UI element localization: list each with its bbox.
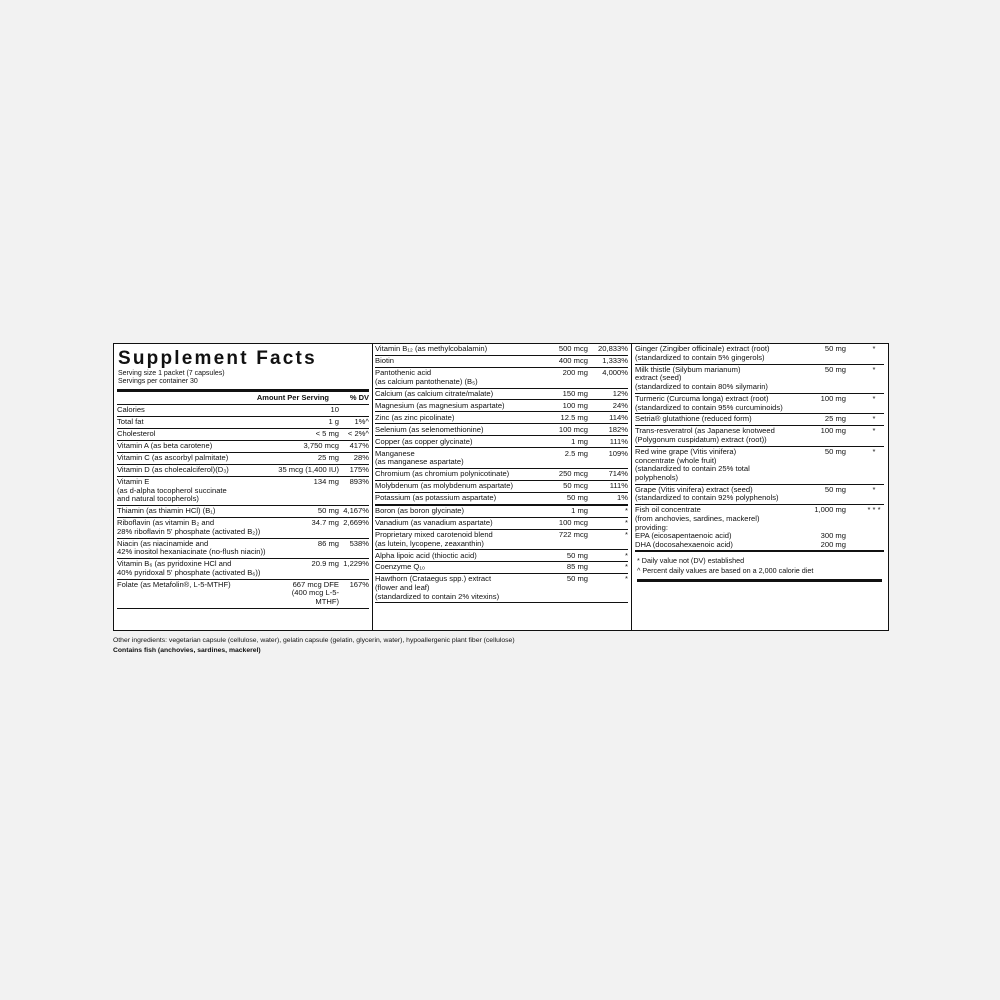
- dv-value: 714%: [608, 469, 628, 479]
- nutrient-name: Grape (Vitis vinifera) extract (seed) (standardized to contain 92% polyphenols): [635, 484, 779, 503]
- table-row: [375, 368, 628, 389]
- table-row: [117, 429, 369, 441]
- nutrient-name: Vitamin D (as cholecalciferol)(D₃): [117, 465, 229, 475]
- dv-value: *: [625, 529, 628, 539]
- table-row: [117, 405, 369, 417]
- amount-value: 12.5 mg: [560, 412, 588, 422]
- nutrient-name: Proprietary mixed carotenoid blend (as lutein, lycopene, zeaxanthin): [375, 529, 493, 548]
- panel-title: Supplement Facts: [118, 348, 317, 369]
- dv-value: 109%: [608, 448, 628, 458]
- dv-value: [339, 406, 369, 415]
- nutrient-name: Milk thistle (Silybum marianum) extract (seed) (standardized to contain 80% silymarin): [635, 364, 768, 391]
- nutrient-name: Total fat: [117, 417, 144, 427]
- table-row: [375, 469, 628, 481]
- table-row: [635, 447, 884, 485]
- footnotes: [637, 556, 882, 582]
- amount-value: 1 g: [328, 417, 339, 427]
- dv-value: 893%: [349, 477, 369, 486]
- table-row: [375, 412, 628, 424]
- nutrient-name: Calories: [117, 405, 145, 415]
- nutrient-name: Vitamin C (as ascorbyl palmitate): [117, 453, 229, 463]
- nutrient-name: Setria® glutathione (reduced form): [635, 414, 752, 424]
- column-header: [117, 389, 369, 405]
- dv-value: 4,000%: [602, 368, 628, 378]
- amount-value: 50 mg: [824, 344, 846, 354]
- amount-value: 20.9 mg: [311, 559, 339, 569]
- dv-value: *: [625, 550, 628, 560]
- nutrient-rows: [375, 344, 628, 603]
- dv-value: * * *: [867, 505, 881, 515]
- table-row: [375, 530, 628, 551]
- dv-value: 175%: [349, 465, 369, 475]
- dv-value: 111%: [609, 481, 628, 491]
- table-row: [117, 518, 369, 539]
- table-row: [117, 559, 369, 580]
- nutrient-name: Trans-resveratrol (as Japanese knotweed (Polygonum cuspidatum) extract (root)): [635, 426, 775, 445]
- table-row: [117, 506, 369, 518]
- table-row: [375, 518, 628, 530]
- amount-value: 50 mg: [566, 550, 588, 560]
- nutrient-name: Manganese (as manganese aspartate): [375, 448, 464, 467]
- amount-value: 50 mg: [317, 506, 339, 516]
- ingredient-rows: [635, 344, 884, 552]
- supplement-facts-panel: [113, 343, 889, 631]
- table-row: [375, 550, 628, 562]
- dv-value: *: [625, 574, 628, 584]
- footnote-dv: * Daily value not (DV) established: [637, 556, 745, 566]
- amount-value: 3,750 mcg: [303, 441, 339, 451]
- nutrient-name: Vitamin A (as beta carotene): [117, 441, 213, 451]
- table-row: [117, 580, 369, 609]
- dv-value: 24%: [612, 400, 628, 410]
- amount-value: 500 mcg: [558, 344, 588, 354]
- nutrient-name: Ginger (Zingiber officinale) extract (root) (standardized to contain 5% gingerols): [635, 344, 770, 362]
- serving-size: Serving size 1 packet (7 capsules): [118, 370, 225, 377]
- table-row: [117, 417, 369, 429]
- table-row: [635, 365, 884, 394]
- other-ingredients: Other ingredients: vegetarian capsule (cellulose, water), gelatin capsule (gelatin, glycerin, water), hypoallergenic plant fiber (cellulose): [113, 637, 515, 644]
- amount-value: 25 mg: [824, 414, 846, 424]
- facts-column-2: [372, 344, 632, 630]
- dv-value: *: [872, 414, 876, 424]
- amount-value: 34.7 mg: [311, 518, 339, 528]
- nutrient-name: Red wine grape (Vitis vinifera) concentrate (whole fruit) (standardized to contain 25% total polyphenols): [635, 447, 750, 482]
- table-row: [117, 465, 369, 477]
- nutrient-name: Magnesium (as magnesium aspartate): [375, 400, 505, 410]
- nutrient-rows: [117, 405, 369, 609]
- table-row: [375, 436, 628, 448]
- amount-value: 50 mg: [824, 447, 846, 456]
- amount-value: 100 mg: [820, 426, 846, 436]
- amount-value: 100 mcg: [558, 424, 588, 434]
- nutrient-name: Potassium (as potassium aspartate): [375, 493, 497, 503]
- dv-value: *: [872, 484, 876, 494]
- nutrient-name: Vitamin B₆ (as pyridoxine HCl and 40% pyridoxal 5' phosphate (activated B₆)): [117, 559, 261, 577]
- dv-value: *: [872, 364, 876, 374]
- dv-value: 111%: [609, 436, 628, 446]
- nutrient-name: Vitamin B₁₂ (as methylcobalamin): [375, 344, 488, 354]
- nutrient-name: Calcium (as calcium citrate/malate): [375, 388, 494, 398]
- table-row: [375, 344, 628, 356]
- nutrient-name: Cholesterol: [117, 429, 156, 439]
- dv-value: *: [625, 517, 628, 527]
- table-row: [375, 424, 628, 436]
- table-row: [117, 539, 369, 560]
- dv-value: *: [625, 562, 628, 572]
- nutrient-name: Zinc (as zinc picolinate): [375, 412, 455, 422]
- table-row: [375, 562, 628, 574]
- amount-value: 1 mg: [571, 436, 588, 446]
- table-row: [635, 394, 884, 415]
- amount-value: 25 mg: [317, 453, 339, 463]
- dv-value: 28%: [353, 453, 369, 463]
- amount-value: < 5 mg: [315, 429, 339, 439]
- table-row: [375, 448, 628, 469]
- dv-value: 114%: [609, 412, 628, 422]
- dv-value: 12%: [612, 388, 628, 398]
- dv-value: 417%: [349, 441, 369, 451]
- amount-value: 400 mcg: [558, 356, 588, 366]
- table-row: [375, 493, 628, 506]
- dv-value: 1,229%: [343, 559, 369, 569]
- table-row: [375, 574, 628, 603]
- amount-value: 50 mg: [566, 493, 588, 503]
- nutrient-name: Copper (as copper glycinate): [375, 436, 473, 446]
- table-row: [375, 356, 628, 368]
- label-below-text: [113, 636, 515, 656]
- nutrient-name: Boron (as boron glycinate): [375, 506, 465, 515]
- table-row: [117, 441, 369, 453]
- table-row: [635, 505, 884, 552]
- nutrient-name: Vanadium (as vanadium aspartate): [375, 517, 493, 527]
- dv-value: *: [625, 506, 628, 515]
- nutrient-name: Folate (as Metafolin®, L-5-MTHF): [117, 579, 231, 589]
- dv-value: 4,167%: [343, 506, 369, 516]
- allergen-statement: Contains fish (anchovies, sardines, mackerel): [113, 647, 261, 654]
- dv-value: < 2%^: [347, 429, 369, 439]
- dv-value: 1%: [617, 493, 628, 503]
- table-row: [117, 477, 369, 506]
- dv-value: 2,669%: [343, 518, 369, 528]
- amount-value: 85 mg: [566, 562, 588, 572]
- nutrient-name: Hawthorn (Crataegus spp.) extract (flower and leaf) (standardized to contain 2% vitexins): [375, 574, 500, 601]
- amount-value: 250 mcg: [558, 469, 588, 479]
- amount-value: 1,000 mg 300 mg 200 mg: [814, 505, 846, 549]
- facts-column-1: [114, 344, 373, 630]
- dv-value: 167%: [349, 579, 369, 589]
- nutrient-name: Chromium (as chromium polynicotinate): [375, 469, 510, 479]
- amount-value: 50 mg: [824, 484, 846, 494]
- table-row: [375, 400, 628, 412]
- nutrient-name: Selenium (as selenomethionine): [375, 424, 484, 434]
- nutrient-name: Biotin: [375, 356, 394, 366]
- amount-value: 50 mg: [824, 364, 846, 374]
- amount-value: 134 mg: [313, 477, 339, 486]
- table-row: [635, 344, 884, 365]
- table-row: [635, 426, 884, 447]
- dv-value: *: [872, 447, 876, 456]
- dv-value: 1%^: [354, 417, 369, 427]
- dv-value: *: [872, 393, 876, 403]
- nutrient-name: Turmeric (Curcuma longa) extract (root) (standardized to contain 95% curcuminoids): [635, 393, 783, 412]
- amount-value: 50 mg: [566, 574, 588, 584]
- dv-value: *: [872, 426, 876, 436]
- table-row: [375, 481, 628, 493]
- dv-value: 1,333%: [602, 356, 628, 366]
- nutrient-name: Vitamin E (as d-alpha tocopherol succinate and natural tocopherols): [117, 477, 227, 504]
- table-row: [635, 414, 884, 426]
- dv-header: % DV: [349, 393, 369, 402]
- nutrient-name: Riboflavin (as vitamin B₂ and 28% riboflavin 5' phosphate (activated B₂)): [117, 518, 261, 536]
- nutrient-name: Fish oil concentrate (from anchovies, sardines, mackerel) providing: EPA (eicosapentaenoic acid) DHA (docosahexaenoic acid): [635, 505, 760, 549]
- amount-value: 200 mg: [562, 368, 588, 378]
- amount-value: 1 mg: [571, 506, 588, 515]
- nutrient-name: Thiamin (as thiamin HCl) (B₁): [117, 506, 216, 516]
- amount-value: 667 mcg DFE (400 mcg L-5-MTHF): [291, 579, 339, 606]
- dv-value: 20,833%: [598, 344, 628, 354]
- amount-value: 2.5 mg: [564, 448, 588, 458]
- table-row: [117, 453, 369, 465]
- dv-value: 538%: [349, 538, 369, 548]
- footnote-calorie: ^ Percent daily values are based on a 2,000 calorie diet: [637, 566, 814, 576]
- dv-value: *: [872, 344, 876, 354]
- amount-value: 86 mg: [317, 538, 339, 548]
- nutrient-name: Molybdenum (as molybdenum aspartate): [375, 481, 514, 491]
- amount-value: 100 mg: [820, 393, 846, 403]
- amount-value: 722 mcg: [558, 529, 588, 539]
- table-row: [375, 506, 628, 518]
- amount-value: 100 mcg: [558, 517, 588, 527]
- nutrient-name: Alpha lipoic acid (thioctic acid): [375, 550, 477, 560]
- table-row: [635, 485, 884, 506]
- nutrient-name: Coenzyme Q₁₀: [375, 562, 426, 572]
- amount-value: 50 mcg: [563, 481, 588, 491]
- amount-value: 150 mg: [562, 388, 588, 398]
- servings-per-container: Servings per container 30: [118, 378, 198, 385]
- amount-value: 10: [330, 405, 339, 415]
- facts-column-3: [631, 344, 888, 630]
- amount-header: Amount Per Serving: [256, 393, 329, 402]
- amount-value: 35 mcg (1,400 IU): [278, 465, 339, 475]
- dv-value: 182%: [608, 424, 628, 434]
- amount-value: 100 mg: [562, 400, 588, 410]
- nutrient-name: Niacin (as niacinamide and 42% inositol hexaniacinate (no-flush niacin)): [117, 538, 266, 557]
- table-row: [375, 389, 628, 401]
- nutrient-name: Pantothenic acid (as calcium pantothenate) (B₅): [375, 368, 478, 386]
